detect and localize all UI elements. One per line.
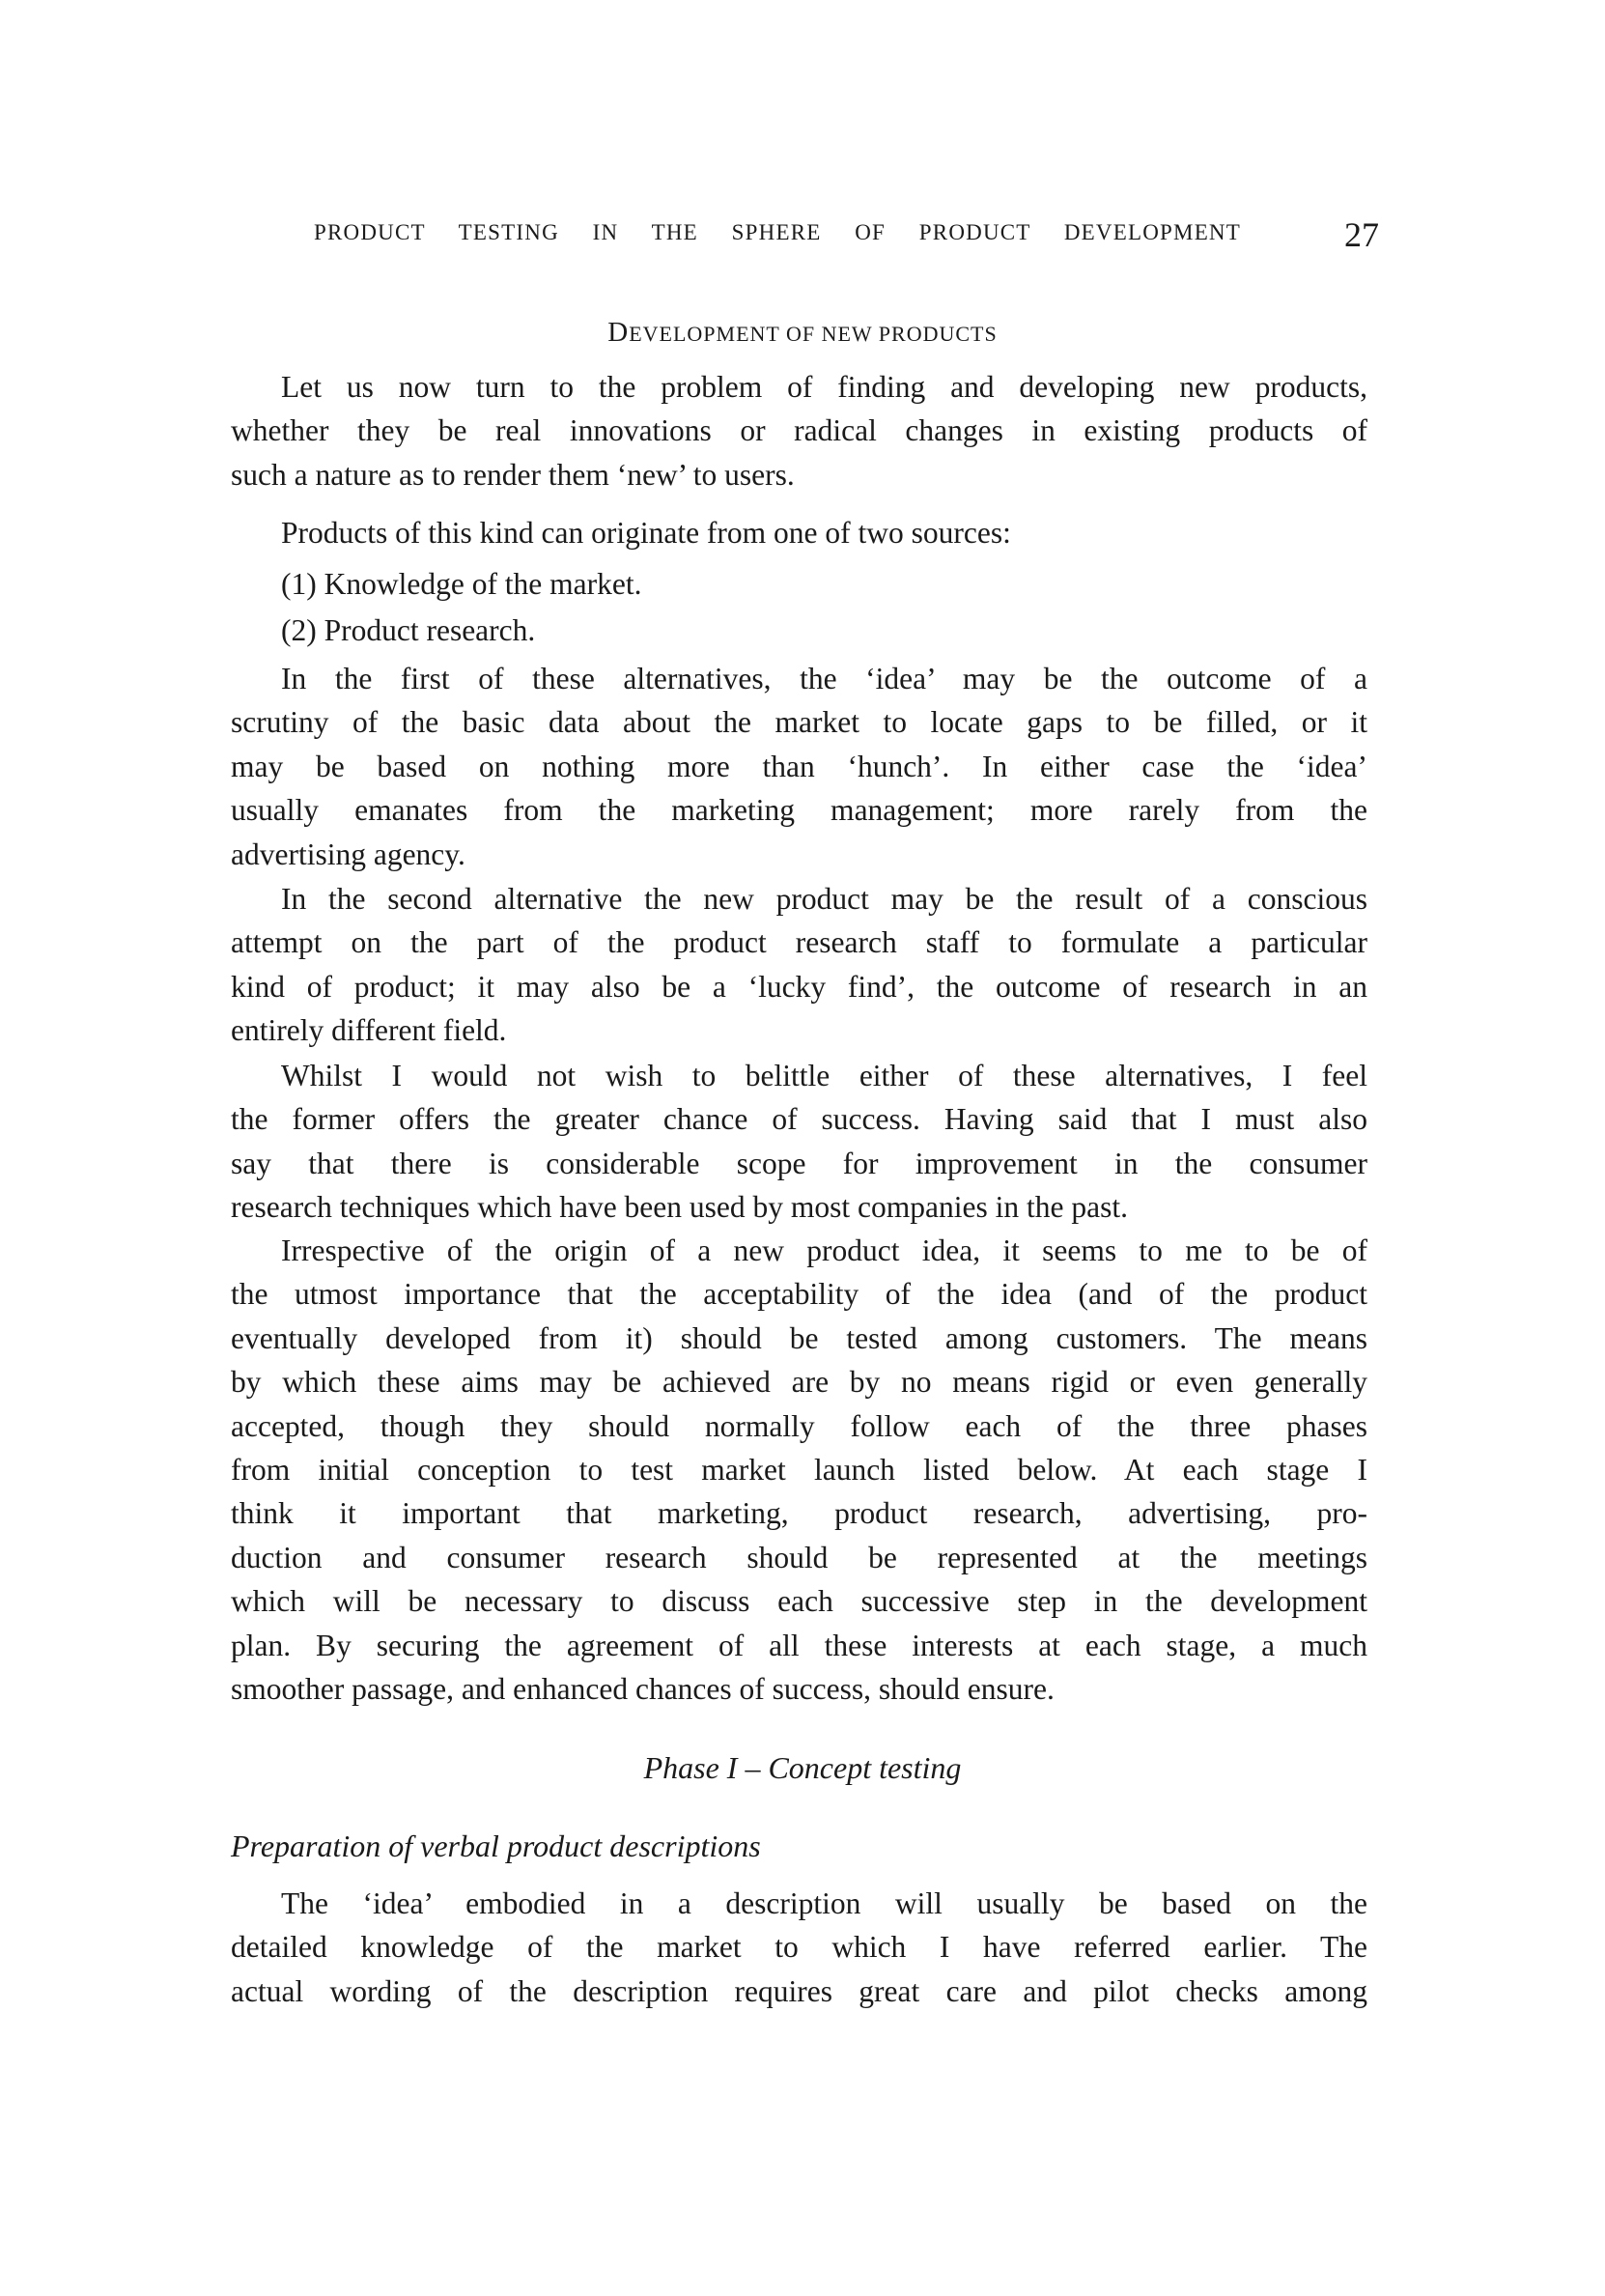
text-line: usually emanates from the marketing management; more rarely from the (231, 793, 1367, 828)
text-line: Whilst I would not wish to belittle either of these alternatives, I feel (281, 1059, 1367, 1092)
text-line: accepted, though they should normally follow each of the three phases (231, 1408, 1367, 1443)
text-line: Let us now turn to the problem of finding and developing new products, (281, 370, 1367, 404)
text-line: attempt on the part of the product research staff to formulate a particular (231, 925, 1367, 960)
text-line: In the first of these alternatives, the ‘idea’ may be the outcome of a (281, 662, 1367, 695)
paragraph (231, 1229, 1367, 1711)
section-heading-initial: D (607, 317, 630, 348)
text-line: advertising agency. (231, 836, 465, 871)
paragraph (231, 1054, 1367, 1230)
page-number: 27 (1344, 215, 1379, 254)
paragraph (231, 877, 1367, 1053)
text-line: duction and consumer research should be represented at the meetings (231, 1540, 1367, 1574)
text-line: plan. By securing the agreement of all these interests at each stage, a much (231, 1628, 1367, 1662)
text-line: which will be necessary to discuss each successive step in the development (231, 1584, 1367, 1619)
text-line: (2) Product research. (281, 613, 536, 647)
text-line: In the second alternative the new product may be the result of a conscious (281, 882, 1367, 916)
running-head: PRODUCT TESTING IN THE SPHERE OF PRODUCT DEVELOPMENT (314, 220, 1241, 244)
text-line: by which these aims may be achieved are by no means rigid or even generally (231, 1365, 1367, 1400)
text-line: Irrespective of the origin of a new product idea, it seems to me to be of (281, 1233, 1367, 1267)
text-line: Products of this kind can originate from one of two sources: (281, 516, 1011, 550)
text-line: The ‘idea’ embodied in a description will usually be based on the (281, 1886, 1367, 1920)
paragraph (231, 562, 1367, 606)
text-line: whether they be real innovations or radical changes in existing products of (231, 413, 1367, 448)
text-line: detailed knowledge of the market to which I have referred earlier. The (231, 1930, 1367, 1965)
paragraph (231, 657, 1367, 876)
text-line: entirely different field. (231, 1013, 507, 1048)
section-heading-rest: EVELOPMENT OF NEW PRODUCTS (629, 322, 998, 346)
text-line: think it important that marketing, product research, advertising, pro- (231, 1496, 1367, 1531)
section-heading (0, 317, 1605, 349)
paragraph (231, 511, 1367, 554)
text-line: the former offers the greater chance of success. Having said that I must also (231, 1102, 1367, 1137)
text-line: the utmost importance that the acceptability of the idea (and of the product (231, 1277, 1367, 1312)
text-line: kind of product; it may also be a ‘lucky find’, the outcome of research in an (231, 969, 1367, 1004)
phase-heading: Phase I – Concept testing (643, 1750, 962, 1785)
text-line: actual wording of the description requires great care and pilot checks among (231, 1973, 1367, 2008)
text-line: may be based on nothing more than ‘hunch’. In either case the ‘idea’ (231, 749, 1367, 783)
text-line: (1) Knowledge of the market. (281, 567, 642, 601)
text-line: from initial conception to test market launch listed below. At each stage I (231, 1452, 1367, 1487)
text-line: smoother passage, and enhanced chances of success, should ensure. (231, 1671, 1055, 1706)
final-paragraph (231, 1882, 1367, 2013)
text-line: say that there is considerable scope for improvement in the consumer (231, 1146, 1367, 1180)
text-line: scrutiny of the basic data about the market to locate gaps to be filled, or it (231, 705, 1367, 740)
text-line: eventually developed from it) should be tested among customers. The means (231, 1320, 1367, 1355)
text-line: such a nature as to render them ‘new’ to users. (231, 457, 795, 492)
paragraph (231, 365, 1367, 496)
subheading: Preparation of verbal product descriptions (231, 1828, 761, 1863)
paragraph (231, 609, 1367, 652)
text-line: research techniques which have been used by most companies in the past. (231, 1190, 1128, 1225)
